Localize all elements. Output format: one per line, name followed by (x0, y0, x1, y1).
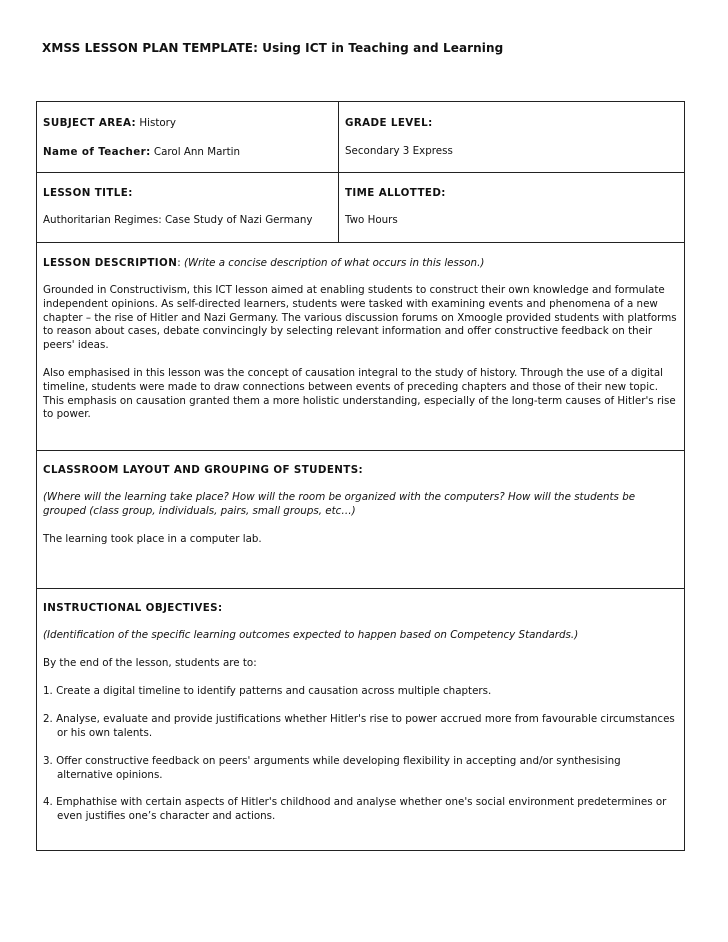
lesson-description-label: LESSON DESCRIPTION (43, 257, 178, 269)
time-allotted-label (345, 187, 678, 201)
grade-level-label (345, 117, 678, 131)
time-allotted-cell (339, 173, 684, 242)
instructional-objectives-row (37, 589, 684, 850)
lesson-description-hint: (Write a concise description of what occurs in this lesson.) (183, 257, 485, 269)
grade-level-cell (339, 102, 684, 172)
subject-area-label: SUBJECT AREA: (43, 117, 137, 129)
lesson-description-paragraph-2: Also emphasised in this lesson was the concept of causation integral to the study of history. Through the use of a digital timeline, students were made to draw connections between events of preceding chapters and those of their new topic. This emphasis on causation granted them a more holistic understanding, especially of the long-term causes of Hitler's rise to power. (43, 367, 676, 421)
lesson-description-row (37, 243, 684, 451)
subject-area-line (43, 117, 332, 131)
objective-item-1: 1. Create a digital timeline to identify patterns and causation across multiple chapters. (43, 685, 492, 697)
time-allotted-value: Two Hours (345, 214, 398, 226)
lesson-plan-table (36, 101, 685, 851)
lesson-title-label (43, 187, 332, 201)
classroom-layout-hint: (Where will the learning take place? How will the room be organized with the computers? How will the students be grouped (class group, individuals, pairs, small groups, etc…) (43, 491, 636, 517)
objective-item-4: 4. Emphathise with certain aspects of Hitler's childhood and analyse whether one's social environment predetermines or even justifies one’s character and actions. (43, 796, 667, 822)
classroom-layout-text: The learning took place in a computer lab. (43, 533, 262, 545)
time-allotted-label-text: TIME ALLOTTED: (345, 187, 446, 199)
instructional-objectives-label: INSTRUCTIONAL OBJECTIVES: (43, 602, 223, 614)
subject-teacher-cell (37, 102, 339, 172)
instructional-objectives-intro: By the end of the lesson, students are to: (43, 657, 257, 669)
document-title: XMSS LESSON PLAN TEMPLATE: Using ICT in Teaching and Learning (42, 41, 504, 55)
objective-item-2: 2. Analyse, evaluate and provide justifications whether Hitler's rise to power accrued more from favourable circumstances or his own talents. (43, 713, 675, 739)
classroom-layout-row (37, 451, 684, 589)
objective-item-3: 3. Offer constructive feedback on peers' arguments while developing flexibility in accepting and/or synthesising alternative opinions. (43, 755, 621, 781)
grade-level-label-text: GRADE LEVEL: (345, 117, 433, 129)
title-time-row (37, 173, 684, 243)
lesson-description-paragraph-1: Grounded in Constructivism, this ICT lesson aimed at enabling students to construct their own knowledge and formulate independent opinions. As self-directed learners, students were tasked with examining events and phenomena of a new chapter – the rise of Hitler and Nazi Germany. The various discussion forums on Xmoogle provided students with platforms to reason about cases, debate convincingly by selecting relevant information and offer constructive feedback on their peers' ideas. (43, 284, 677, 352)
grade-level-value: Secondary 3 Express (345, 145, 453, 157)
teacher-line (43, 146, 332, 160)
lesson-title-value: Authoritarian Regimes: Case Study of Nazi Germany (43, 214, 313, 226)
lesson-description-heading (43, 257, 678, 271)
teacher-label: Name of Teacher: (43, 146, 151, 158)
lesson-description-separator: : (177, 257, 184, 269)
lesson-title-cell (37, 173, 339, 242)
instructional-objectives-hint: (Identification of the specific learning outcomes expected to happen based on Competency Standards.) (43, 629, 579, 641)
lesson-title-label-text: LESSON TITLE: (43, 187, 133, 199)
subject-area-value: History (139, 117, 176, 129)
classroom-layout-label: CLASSROOM LAYOUT AND GROUPING OF STUDENTS: (43, 464, 364, 476)
subject-grade-row (37, 102, 684, 173)
teacher-value: Carol Ann Martin (153, 146, 241, 158)
